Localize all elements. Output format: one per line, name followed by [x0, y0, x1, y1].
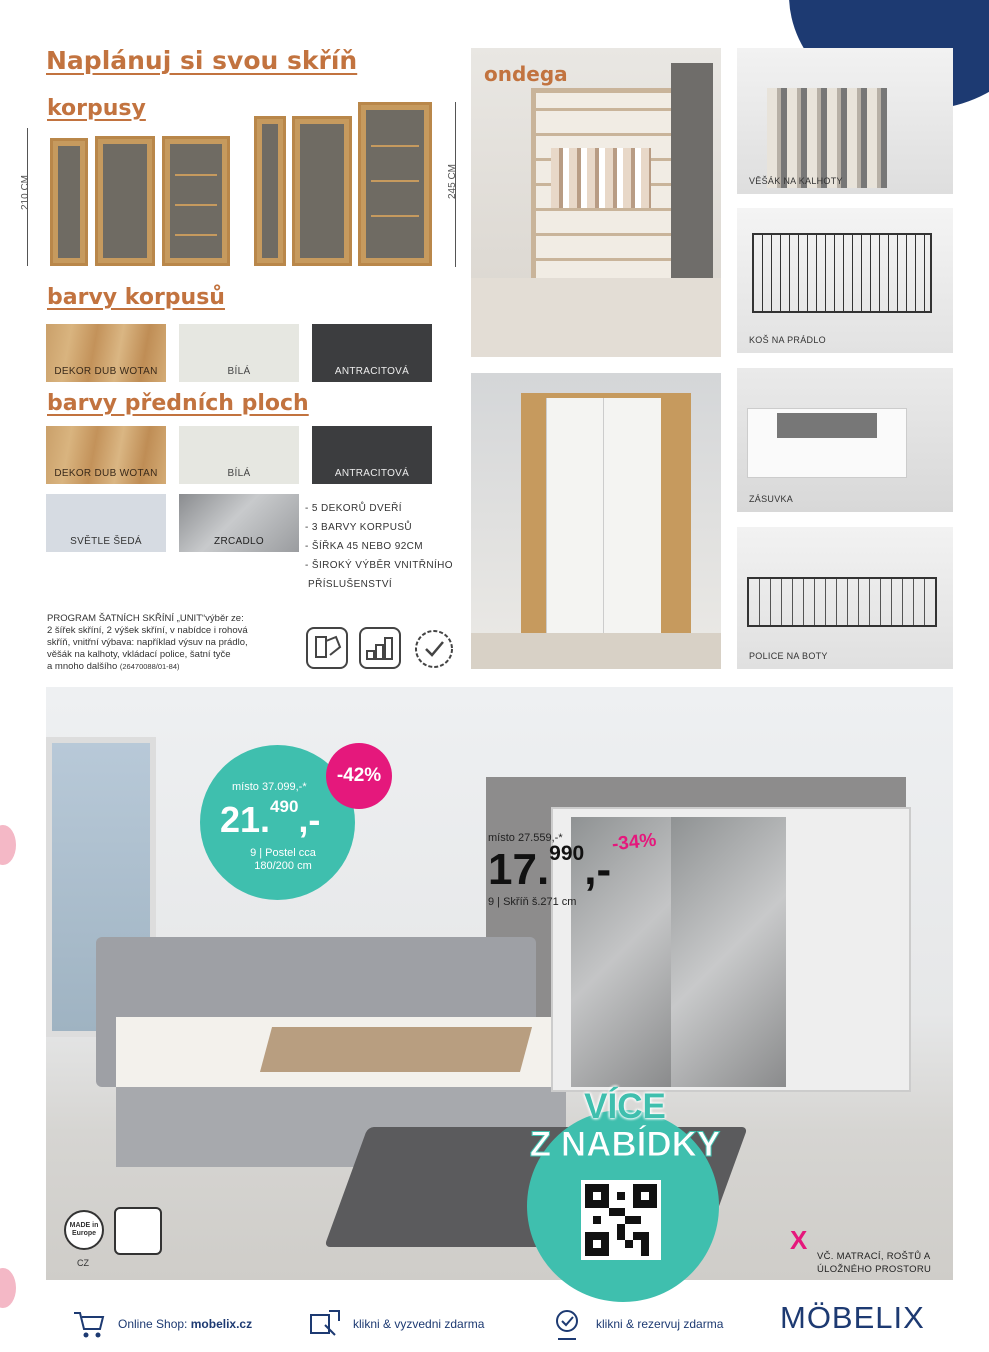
photo-wardrobe-oak-white — [471, 373, 721, 669]
floor — [471, 633, 721, 669]
clothes — [551, 148, 651, 208]
swatch-label: ANTRACITOVÁ — [334, 468, 410, 479]
feature-list — [305, 499, 453, 594]
bed-description — [238, 847, 328, 873]
shop-url: mobelix.cz — [190, 1317, 253, 1331]
bed-old-price: místo 37.099,-* — [232, 781, 307, 793]
program-code: (26470088/01-84) — [119, 662, 180, 671]
feature-item: PŘÍSLUŠENSTVÍ — [308, 579, 393, 590]
wardrobe-old-price: místo 27.559,-* — [488, 832, 563, 844]
bed-price — [220, 797, 320, 841]
price-main: 21. — [220, 799, 271, 840]
cabinet-tall-92 — [292, 116, 352, 266]
feature-item: - 5 DEKORŮ DVEŘÍ — [305, 503, 402, 514]
swatch-body-white[interactable] — [179, 324, 299, 382]
wardrobe-discount: -34% — [610, 829, 658, 856]
program-line: a mnoho dalšího — [47, 661, 118, 672]
made-in-europe-badge: MADE in Europe — [64, 1210, 104, 1250]
mirror-door-2 — [671, 817, 786, 1087]
floor — [471, 278, 721, 357]
swatch-front-anthracite[interactable] — [312, 426, 432, 484]
wardrobe-price — [488, 842, 611, 895]
reserve-link[interactable]: klikni & rezervuj zdarma — [596, 1317, 724, 1331]
accessory-label: VĚŠÁK NA KALHOTY — [749, 176, 843, 186]
swatch-front-white[interactable] — [179, 426, 299, 484]
reserve-icon — [548, 1305, 586, 1343]
feature-item: - 3 BARVY KORPUSŮ — [305, 522, 413, 533]
wardrobe-description: 9 | Skříň š.271 cm — [488, 896, 577, 908]
mobelix-logo[interactable]: MÖBELIX — [780, 1300, 925, 1335]
more-line: Z NABÍDKY — [529, 1125, 721, 1164]
note-line: VČ. MATRACÍ, ROŠTŮ A — [817, 1251, 931, 1262]
cart-icon — [70, 1305, 108, 1343]
program-line: skříň, vnitřní výbava: například výsuv na prádlo, — [47, 637, 248, 648]
trousers — [767, 88, 887, 188]
price-cents: 990 — [549, 842, 585, 865]
swatch-front-oak[interactable] — [46, 426, 166, 484]
program-line: věšák na kalhoty, vkládací police, šatní tyče — [47, 649, 231, 660]
program-line: PROGRAM ŠATNÍCH SKŘÍNÍ „UNIT“výběr ze: — [47, 613, 244, 624]
swatch-label: BÍLÁ — [227, 468, 251, 479]
cabinet-small-corner — [162, 136, 230, 266]
throw-blanket — [260, 1027, 532, 1072]
section-barvy-korpusu: barvy korpusů — [47, 285, 225, 310]
ondega-logo: ondega — [484, 62, 568, 86]
photo-drawer — [737, 368, 953, 512]
feature-item: - ŠIROKÝ VÝBĚR VNITŘNÍHO — [305, 560, 453, 571]
storage-bed-icon — [114, 1207, 162, 1255]
swatch-front-mirror[interactable] — [179, 494, 299, 552]
bed-discount-badge: -42% — [326, 743, 392, 809]
desc-line: 9 | Postel cca — [250, 847, 316, 859]
swatch-label: ZRCADLO — [214, 536, 264, 547]
section-korpusy: korpusy — [47, 96, 146, 121]
folded-cloth — [777, 413, 877, 438]
dimension-label-245: 245 CM — [447, 163, 459, 200]
swatch-label: DEKOR DUB WOTAN — [54, 366, 158, 377]
swatch-front-light-grey[interactable] — [46, 494, 166, 552]
online-shop-link[interactable] — [118, 1317, 252, 1331]
feature-item: - ŠÍŘKA 45 NEBO 92CM — [305, 541, 424, 552]
size-options-icon — [359, 627, 401, 669]
color-palette-icon — [306, 627, 348, 669]
accessory-label: ZÁSUVKA — [749, 494, 794, 504]
pickup-link[interactable]: klikni & vyzvedni zdarma — [353, 1317, 485, 1331]
swatch-body-oak[interactable] — [46, 324, 166, 382]
accessory-label: KOŠ NA PRÁDLO — [749, 335, 826, 345]
shoe-rack — [747, 577, 937, 627]
cabinet-tall-corner — [358, 102, 432, 266]
swatch-label: BÍLÁ — [227, 366, 251, 377]
decor-hand — [0, 1268, 16, 1308]
price-suffix: ,- — [584, 845, 612, 894]
decor-hand — [0, 825, 16, 865]
accessory-label: POLICE NA BOTY — [749, 651, 828, 661]
shop-label: Online Shop: — [118, 1317, 188, 1331]
page-title: Naplánuj si svou skříň — [46, 46, 358, 75]
door-gap — [603, 398, 604, 643]
cabinet-tall-45 — [254, 116, 286, 266]
more-offers-title[interactable] — [490, 1088, 760, 1164]
made-in-country: CZ — [77, 1258, 89, 1268]
section-barvy-prednich: barvy předních ploch — [47, 391, 309, 416]
program-line: 2 šířek skříní, 2 výšek skříní, v nabídce i rohová — [47, 625, 248, 636]
photo-ondega-walk-in-wardrobe — [471, 48, 721, 357]
dimension-label-210: 210 CM — [20, 174, 32, 211]
photo-bedroom — [46, 687, 953, 1280]
qr-code[interactable] — [581, 1180, 661, 1260]
swatch-body-anthracite[interactable] — [312, 324, 432, 382]
photo-shoe-shelf — [737, 527, 953, 669]
swatch-label: ANTRACITOVÁ — [334, 366, 410, 377]
price-main: 17. — [488, 845, 550, 894]
note-mark: X — [790, 1225, 808, 1255]
note-line: ÚLOŽNÉHO PROSTORU — [817, 1264, 932, 1275]
desc-line: 180/200 cm — [254, 860, 312, 872]
photo-pants-hanger — [737, 48, 953, 194]
price-suffix: ,- — [298, 799, 321, 840]
program-description — [47, 613, 302, 673]
more-line: VÍCE — [584, 1087, 666, 1126]
note-text — [817, 1250, 931, 1276]
click-collect-icon — [305, 1305, 343, 1343]
price-cents: 490 — [270, 797, 299, 816]
photo-laundry-basket — [737, 208, 953, 353]
cabinet-small-92 — [95, 136, 155, 266]
swatch-label: SVĚTLE ŠEDÁ — [70, 536, 142, 547]
swatch-label: DEKOR DUB WOTAN — [54, 468, 158, 479]
quality-seal-icon — [412, 627, 454, 669]
wire-basket — [752, 233, 932, 313]
cabinet-small-45 — [50, 138, 88, 266]
